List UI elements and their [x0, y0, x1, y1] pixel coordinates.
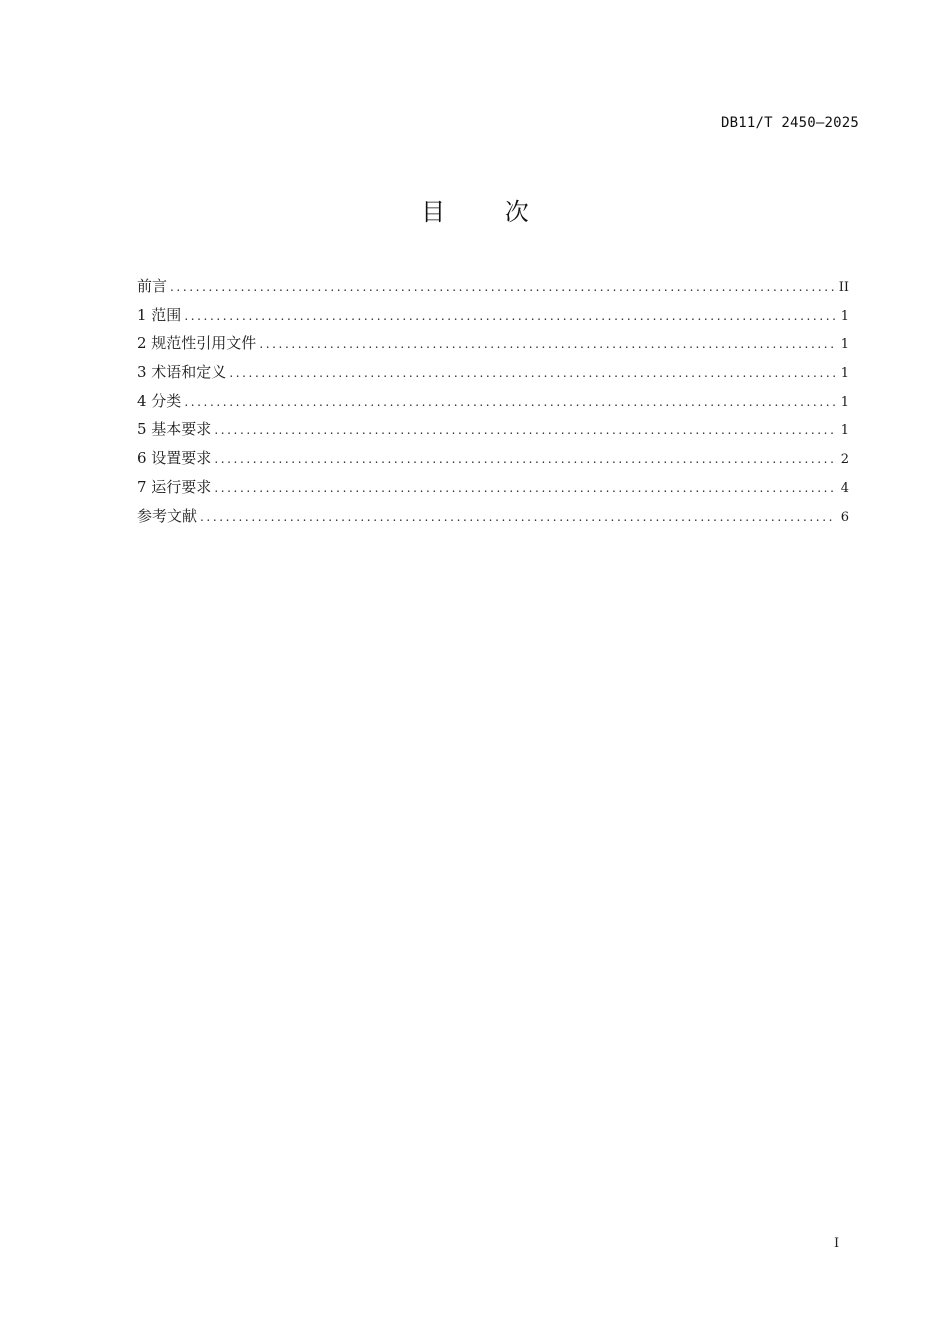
toc-entry-label: 7 运行要求: [137, 477, 212, 496]
document-code: DB11/T 2450—2025: [720, 115, 859, 131]
toc-dot-leader: [200, 503, 836, 532]
toc-entry-foreword[interactable]: [137, 272, 849, 301]
toc-entry-classification[interactable]: [137, 387, 849, 416]
toc-entry-page: II: [838, 280, 849, 295]
toc-dot-leader: [214, 474, 835, 503]
table-of-contents: [137, 272, 849, 530]
toc-entry-label: 5 基本要求: [137, 420, 212, 439]
toc-dot-leader: [184, 302, 835, 331]
toc-entry-terms-definitions[interactable]: [137, 358, 849, 387]
toc-entry-label: 1 范围: [137, 305, 182, 324]
toc-entry-page: 6: [840, 509, 849, 525]
toc-entry-page: 1: [840, 423, 849, 439]
toc-entry-label: 6 设置要求: [137, 449, 212, 468]
toc-dot-leader: [184, 388, 835, 417]
toc-entry-setup-requirements[interactable]: [137, 444, 849, 473]
toc-entry-bibliography[interactable]: [137, 502, 849, 531]
toc-entry-normative-references[interactable]: [137, 329, 849, 358]
toc-entry-label: 4 分类: [137, 391, 182, 410]
toc-dot-leader: [259, 330, 835, 359]
toc-entry-page: 1: [840, 337, 849, 353]
toc-entry-page: 4: [840, 480, 849, 496]
page-title: 目 次: [421, 198, 555, 226]
toc-entry-label: 参考文献: [137, 506, 198, 525]
toc-entry-scope[interactable]: [137, 301, 849, 330]
page-number: I: [834, 1236, 840, 1251]
toc-entry-page: 1: [840, 308, 849, 324]
toc-dot-leader: [229, 359, 835, 388]
toc-entry-page: 2: [840, 452, 849, 468]
toc-entry-label: 前言: [137, 277, 168, 295]
toc-entry-label: 3 术语和定义: [137, 363, 227, 382]
toc-dot-leader: [170, 273, 834, 302]
toc-dot-leader: [214, 445, 835, 474]
toc-entry-operation-requirements[interactable]: [137, 473, 849, 502]
toc-entry-basic-requirements[interactable]: [137, 415, 849, 444]
toc-dot-leader: [214, 416, 835, 445]
toc-entry-page: 1: [840, 366, 849, 382]
toc-entry-label: 2 规范性引用文件: [137, 334, 257, 353]
toc-entry-page: 1: [840, 394, 849, 410]
